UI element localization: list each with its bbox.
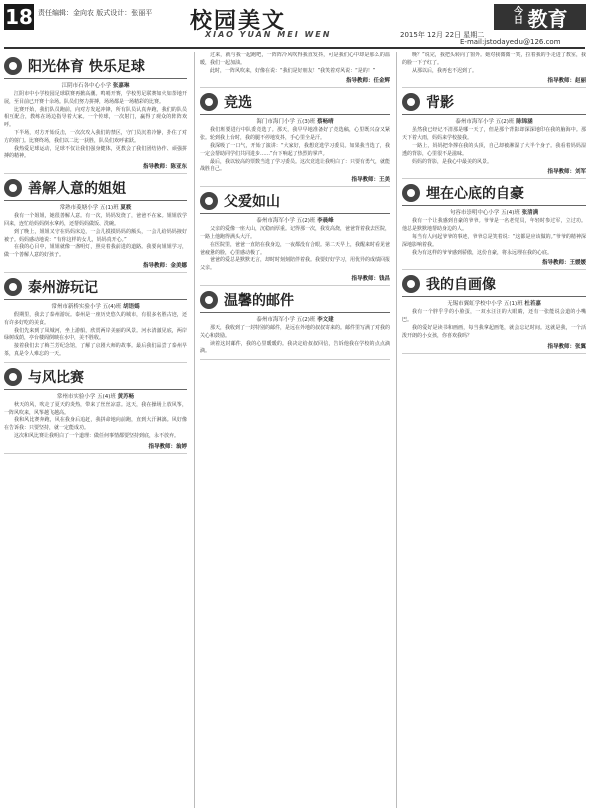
column-divider xyxy=(194,52,195,808)
tutor-credit: 指导教师：赵丽 xyxy=(547,78,586,85)
article-title: 善解人意的姐姐 xyxy=(28,181,126,198)
title-underline xyxy=(402,296,586,297)
article-separator xyxy=(200,186,390,187)
article-body xyxy=(200,226,390,273)
article-heading xyxy=(4,56,187,76)
byline-class: 五(1)班 xyxy=(99,205,121,212)
header-divider xyxy=(4,47,585,49)
article-body xyxy=(200,52,390,75)
article xyxy=(200,92,390,187)
tutor-credit: 指导教师：钱昌 xyxy=(351,275,390,282)
article-byline xyxy=(200,216,390,224)
byline-class: 五(2)班 xyxy=(495,119,517,126)
article xyxy=(402,183,586,270)
tutor-credit: 指导教师：任金辉 xyxy=(345,78,390,85)
byline-school: 常州市新桥实验小学 xyxy=(51,303,103,310)
title-underline xyxy=(4,200,187,201)
article-separator xyxy=(402,87,586,88)
tutor-credit: 指导教师：陈亚东 xyxy=(142,164,187,171)
article-title: 温馨的邮件 xyxy=(224,292,294,309)
article-heading xyxy=(200,290,390,310)
article-heading xyxy=(402,183,586,203)
title-underline xyxy=(4,389,187,390)
byline-class: 五(2)班 xyxy=(296,218,318,225)
article-heading xyxy=(4,277,187,297)
byline-author: 张嘉琳 xyxy=(112,83,130,89)
article-separator xyxy=(4,173,187,174)
byline-class: 五(4)班 xyxy=(102,303,124,310)
paragraph: 在我的心目中，姐姐就像一盏明灯，照亮着我前进的道路。我要向姐姐学习，做一个善解人意的好孩子。 xyxy=(4,244,187,259)
article xyxy=(200,52,390,88)
paragraph: 我的爱好是读书和画画，每当我拿起画笔，就会忘记时间。这就是我，一个活泼开朗的小女孩，你喜欢我吗？ xyxy=(402,324,586,339)
byline-author: 张清满 xyxy=(521,210,539,217)
article-byline xyxy=(402,299,586,307)
article-separator xyxy=(402,353,586,354)
article xyxy=(4,56,187,174)
tutor-credit: 指导教师：翁婷 xyxy=(148,443,187,450)
paragraph: 我热爱足球运动，足球不仅让我们强身健体，更教会了我们团结协作、顽强拼搏的精神。 xyxy=(4,145,187,160)
byline-school: 句容市崇明中心小学 xyxy=(449,210,502,217)
paragraph: 秋天的风，吹走了夏天的炎热，带来了丝丝凉意。这天，我在操场上放风筝，一阵风吹来，风筝越飞越高。 xyxy=(4,401,187,416)
title-underline xyxy=(200,114,390,115)
paragraph: 江阴市中小学校园足球联赛再掀高潮。鸣哨开赛，学校男足联赛如火如荼地开展，至目前已开赛十余场。队员们努力拼搏，场场都是一场精彩的比赛。 xyxy=(4,91,187,105)
article-separator xyxy=(200,285,390,286)
tutor-credit: 指导教师：王美 xyxy=(351,177,390,184)
article-body xyxy=(4,213,187,260)
article-heading xyxy=(200,191,390,211)
paragraph: 我有一个胖乎乎的小脸蛋，一双水汪汪的大眼睛，还有一张能说会道的小嘴巴。 xyxy=(402,309,586,324)
article-byline xyxy=(4,392,187,400)
column-divider xyxy=(396,52,397,808)
article-title: 竞选 xyxy=(224,95,252,112)
paragraph: 比赛开始，我们队员跑前，向对方发起冲锋，所有队员认真奔跑，我们的队员相互配合，教练在场边指导着大家。一个传球，一次射门，赢得了观众的阵阵欢呼。 xyxy=(4,106,187,129)
paragraph: 在医院里，爸爸一直陪在我身边，一夜都没有合眼。第二天早上，我醒来时看见爸爸疲惫的脸，心里感动极了。 xyxy=(200,241,390,256)
paragraph: 一路上，妈妈把伞撑在我的头顶，自己却被淋湿了大半个身子。我看着妈妈湿透的背影，心里很不是滋味。 xyxy=(402,142,586,157)
article-separator xyxy=(4,272,187,273)
byline-school: 无锡市翼虹学校中小学 xyxy=(447,301,504,308)
article-byline xyxy=(200,315,390,323)
article-heading xyxy=(402,274,586,294)
title-underline xyxy=(200,213,390,214)
article-heading xyxy=(4,178,187,198)
logo-small-text: 今日 xyxy=(513,7,523,26)
byline-school: 泰州市海军小学 xyxy=(256,218,297,225)
article xyxy=(402,52,586,88)
title-underline xyxy=(4,78,187,79)
newspaper-logo xyxy=(494,4,586,30)
article-separator xyxy=(200,359,390,360)
article-title: 阳光体育 快乐足球 xyxy=(28,59,145,75)
paragraph: 我有一个让我感到自豪的爷爷。爷爷是一名老党员，年轻时参过军，立过功。他总是默默地帮助身边的人。 xyxy=(402,218,586,233)
tutor-credit: 指导教师：刘军 xyxy=(547,169,586,176)
bullet-icon xyxy=(402,184,420,202)
article xyxy=(4,367,187,454)
article-separator xyxy=(402,269,586,270)
paragraph: 过来，就与我一起跑吧，一阵阵冷风吹得我直发抖，可是我们心中却是那么的温暖，我们一起加油。 xyxy=(200,52,390,66)
paragraph: 我为有这样的爷爷感到骄傲，这份自豪，将永远埋在我的心底。 xyxy=(412,249,553,256)
title-underline xyxy=(200,312,390,313)
byline-author: 夏筱 xyxy=(120,205,132,212)
article-heading xyxy=(402,92,586,112)
article xyxy=(200,191,390,286)
article-body xyxy=(4,312,187,359)
paragraph: 这次和风比赛让我明白了一个道理：做任何事情都要坚持到底，永不放弃。 xyxy=(14,432,180,439)
section-brand-pinyin: XIAO YUAN MEI WEN xyxy=(205,30,332,39)
byline-author: 胡语嫣 xyxy=(123,303,140,310)
logo-big-text: 教育 xyxy=(527,6,568,31)
article-body xyxy=(402,52,586,75)
article-title: 背影 xyxy=(426,95,454,112)
article-title: 父爱如山 xyxy=(224,194,280,211)
byline-class: 五(4)班 xyxy=(97,393,118,400)
byline-author: 蔡畅晴 xyxy=(317,119,334,126)
article-byline xyxy=(4,203,187,211)
byline-class: 五(1)班 xyxy=(503,301,525,308)
article-body xyxy=(4,402,187,441)
byline-author: 李晨峰 xyxy=(317,218,334,225)
paragraph: 接着我们去了梅兰芳纪念馆，了解了京剧大师的故事。最后我们品尝了泰州早茶，真是令人难忘的一天。 xyxy=(4,343,187,357)
bullet-icon xyxy=(4,278,22,296)
paragraph: 每当有人问起爷爷的事迹，爷爷总是笑着说：“这都是应该做的。”爷爷的精神深深地影响着我。 xyxy=(402,233,586,248)
article xyxy=(200,290,390,360)
title-underline xyxy=(402,114,586,115)
tutor-credit: 指导教师：张翼 xyxy=(547,343,586,350)
article-separator xyxy=(4,453,187,454)
paragraph: 此时，一阵风吹来，好像在说：“我们是好朋友！”我笑着对风说：“是的！” xyxy=(210,67,376,74)
paragraph: 父亲的爱像一座大山，沉稳而厚重。记得那一次，我发高烧，爸爸背着我去医院，一路上他跑得满头大汗。 xyxy=(200,226,390,240)
tutor-credit: 指导教师：王媛媛 xyxy=(541,260,586,267)
right-column xyxy=(402,52,586,808)
article-separator xyxy=(4,362,187,363)
left-column xyxy=(4,52,187,808)
page-number: 18 xyxy=(5,5,33,29)
tutor-credit: 指导教师：金美娜 xyxy=(142,262,187,269)
page-header xyxy=(0,0,589,48)
byline-school: 海门市海门小学 xyxy=(256,119,297,126)
bullet-icon xyxy=(4,368,22,386)
byline-class: 五(4)班 xyxy=(501,210,522,217)
article-body xyxy=(402,127,586,166)
bullet-icon xyxy=(4,57,22,75)
paragraph: 下半场，对方开始反击，一次次攻入我们的禁区，守门员沉着冷静，扑住了对方的射门。比赛终场，我们以二比一获胜，队员们欢呼雀跃。 xyxy=(4,129,187,144)
article-separator xyxy=(402,178,586,179)
byline-author: 李文建 xyxy=(317,316,334,323)
paragraph: 晚？”说完，我把头转向了窗外。她对我微微一笑，拉着我的手走进了教室，我的脸一下子红了。 xyxy=(402,52,586,66)
byline-class: 五(2)班 xyxy=(296,316,318,323)
article-title: 我的自画像 xyxy=(426,277,496,294)
article-heading xyxy=(4,367,187,387)
article xyxy=(4,277,187,363)
byline-school: 江阴市石各中心小学 xyxy=(61,83,113,89)
article xyxy=(402,92,586,179)
byline-author: 杜若嘉 xyxy=(524,301,541,308)
paragraph: 爸爸的爱总是默默无言，却时时刻刻陪伴着我。我要好好学习，用优异的成绩回报父亲。 xyxy=(200,257,390,272)
bullet-icon xyxy=(402,93,420,111)
article-heading xyxy=(200,92,390,112)
byline-school: 常州市实验小学 xyxy=(56,393,98,400)
issue-date: 2015年 12月 22日 星期二 xyxy=(400,31,485,39)
byline-school: 常熟市菱塘小学 xyxy=(59,205,100,212)
paragraph: 那天，我收到了一封特别的邮件，是远在外地的叔叔寄来的。邮件里写满了对我的关心和鼓励。 xyxy=(200,324,390,339)
bullet-icon xyxy=(4,179,22,197)
paragraph: 我有一个姐姐，她很善解人意。有一次，妈妈发烧了，爸爸不在家。姐姐放学回来，连忙给妈妈倒水拿药，还帮妈妈做饭、洗碗。 xyxy=(4,213,187,227)
bullet-icon xyxy=(200,192,218,210)
article-title: 与风比赛 xyxy=(28,369,84,386)
paragraph: 虽然我已经记不清那是哪一天了，但是那个背影却深深地印在我的脑海中。那天下着大雨，妈妈来学校接我。 xyxy=(402,127,586,142)
article-byline xyxy=(402,117,586,125)
title-underline xyxy=(4,299,187,300)
bullet-icon xyxy=(200,291,218,309)
paragraph: 我和风比赛奔跑，风在我身后追赶，我拼命地向前跑，直到大汗淋漓。风好像在告诉我：只要坚持，就一定能成功。 xyxy=(4,417,187,432)
article-byline xyxy=(4,81,187,89)
paragraph: 假期里，我去了泰州游玩。泰州是一座历史悠久的城市，有很多名胜古迹，还有许多好吃的美食。 xyxy=(4,311,187,326)
bullet-icon xyxy=(200,93,218,111)
byline-class: 五(3)班 xyxy=(296,119,318,126)
byline-school: 泰州市海军小学 xyxy=(256,316,297,323)
paragraph: 到了晚上，姐姐又守在妈妈床边，一会儿摸摸妈妈的额头，一会儿给妈妈掖好被子。妈妈感动地说：“有你这样的女儿，妈妈真开心。” xyxy=(4,228,187,243)
contact-email: E-mail:jstodayedu@126.com xyxy=(460,38,561,46)
article-body xyxy=(200,325,390,356)
paragraph: 我深吸了一口气，开始了演讲：“大家好，我想竞选学习委员。如果我当选了，我一定会帮助同学们共同进步……”台下响起了热烈的掌声。 xyxy=(200,142,390,157)
article xyxy=(402,274,586,353)
byline-school: 泰州市海军小学 xyxy=(455,119,496,126)
byline-author: 陈锦涵 xyxy=(516,119,533,126)
article-byline xyxy=(402,208,586,216)
editor-line: 责任编辑：金向农 版式设计：张丽平 xyxy=(38,9,153,17)
article-title: 泰州游玩记 xyxy=(28,279,98,296)
article-body xyxy=(402,218,586,257)
paragraph: 我们班要进行中队委竞选了。那天，我早早地准备好了竞选稿，心里既兴奋又紧张。轮到我上台时，我的腿不停地发抖，手心里全是汗。 xyxy=(200,127,390,142)
title-underline xyxy=(402,205,586,206)
article-body xyxy=(402,309,586,340)
article-separator xyxy=(200,87,390,88)
byline-author: 黄苏畅 xyxy=(117,393,135,400)
bullet-icon xyxy=(402,275,420,293)
article-body xyxy=(200,127,390,174)
section-brand: 校园美文 xyxy=(190,9,287,34)
article-byline xyxy=(200,117,390,125)
paragraph: 妈妈的背影，是我心中最美的风景。 xyxy=(412,158,493,165)
paragraph: 读着这封邮件，我的心里暖暖的。我决定给叔叔回信，告诉他我在学校的点点滴滴。 xyxy=(200,340,390,355)
paragraph: 我们先来到了凤城河，坐上游船，欣赏两岸美丽的风景。河水清澈见底，两岸绿树成荫，亭台楼阁倒映在水中，美不胜收。 xyxy=(4,327,187,342)
article-byline xyxy=(4,302,187,310)
paragraph: 最后，我以较高的票数当选了学习委员。这次竞选让我明白了：只要有勇气，就能战胜自己。 xyxy=(200,158,390,173)
article-body xyxy=(4,91,187,161)
paragraph: 从那以后，我再也不迟到了。 xyxy=(412,67,478,74)
middle-column xyxy=(200,52,390,808)
article-title: 埋在心底的自豪 xyxy=(426,186,524,203)
article xyxy=(4,178,187,273)
